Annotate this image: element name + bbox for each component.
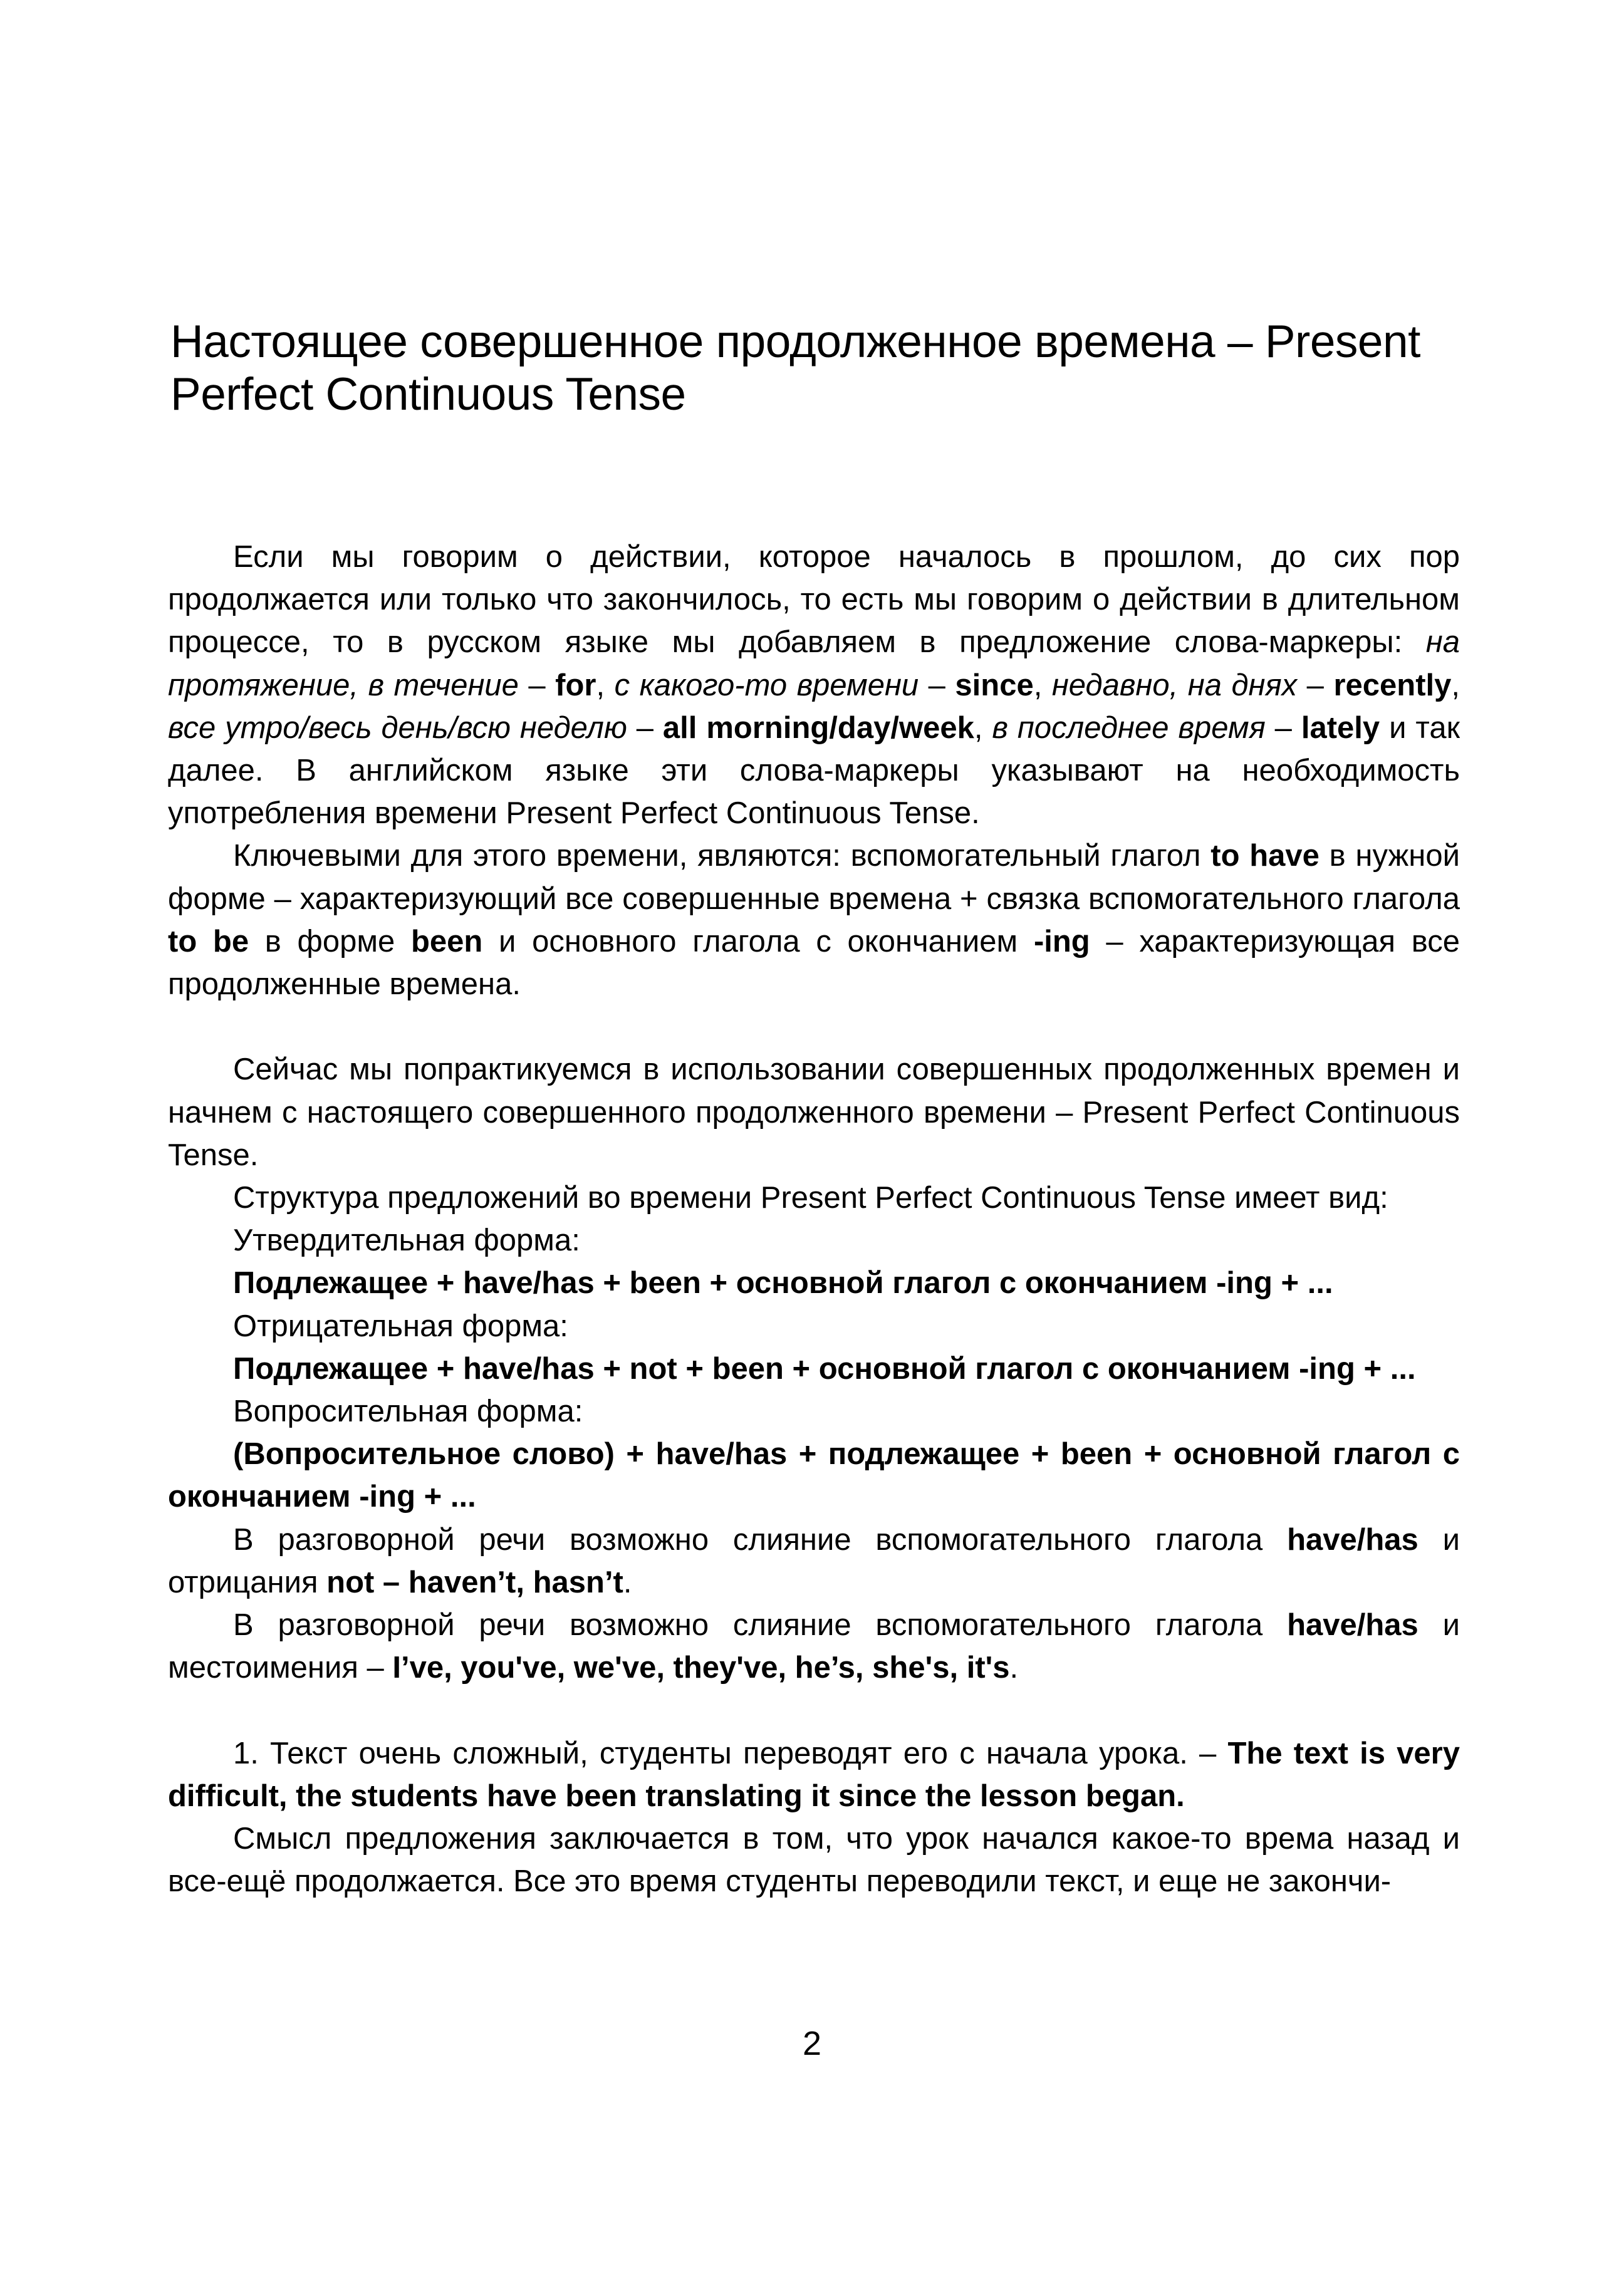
text-run: .	[623, 1565, 632, 1599]
page-title: Настоящее совершенное продолженное времена – Present Perfect Continuous Tense	[170, 316, 1420, 420]
paragraph-affirmative-label	[168, 1219, 1460, 1262]
bold-text: all morning/day/week	[662, 710, 974, 745]
text-run: и местоимения –	[168, 1608, 1460, 1685]
bold-text: for	[555, 668, 596, 702]
bold-text: recently	[1333, 668, 1452, 702]
italic-text: все утро/весь день/всю неделю	[168, 710, 627, 745]
paragraph-negative-label	[168, 1305, 1460, 1348]
text-run: и отрицания	[168, 1522, 1460, 1599]
text-run: и так далее. В английском языке эти слова-маркеры указывают на необходимость употребления времени Present Perfect Continuous Tense.	[168, 710, 1460, 831]
paragraph-contraction-pronoun	[168, 1604, 1460, 1689]
paragraph-example-1	[168, 1732, 1460, 1817]
text-run: Ключевыми для этого времени, являются: вспомогательный глагол	[233, 839, 1211, 873]
text-run: Сейчас мы попрактикуемся в использовании совершенных продолженных времен и начнем с настоящего совершенного продолженного времени – Present Perfect Continuous Tense.	[168, 1052, 1460, 1172]
bold-text: (Вопросительное слово) + have/has + подлежащее + been + основной глагол с окончанием -ing + ...	[168, 1437, 1460, 1514]
bold-text: since	[955, 668, 1034, 702]
text-run: Смысл предложения заключается в том, что урок начался какое-то врема назад и все-ещё продолжается. Все это время студенты переводили текст, и еще не закончи-	[168, 1822, 1460, 1899]
paragraph-key-elements	[168, 834, 1460, 1005]
bold-text: have/has	[1287, 1608, 1418, 1643]
text-run: ,	[596, 668, 615, 702]
text-run: в форме	[249, 924, 411, 958]
text-run: ,	[1451, 668, 1460, 702]
italic-text: на протяжение, в течение	[168, 625, 1460, 702]
bold-text: -ing	[1033, 924, 1090, 958]
paragraph-affirmative-formula	[168, 1262, 1460, 1304]
bold-text: I’ve, you've, we've, they've, he’s, she's, it's	[392, 1651, 1010, 1685]
bold-text: have/has	[1287, 1522, 1418, 1557]
text-run: В разговорной речи возможно слияние вспомогательного глагола	[233, 1522, 1288, 1557]
text-run: В разговорной речи возможно слияние вспомогательного глагола	[233, 1608, 1288, 1643]
text-run: –	[518, 668, 556, 702]
italic-text: в последнее время	[992, 710, 1266, 745]
text-run: –	[919, 668, 955, 702]
text-run: – характеризующая все продолженные времена.	[168, 924, 1460, 1002]
text-run: ,	[974, 710, 992, 745]
paragraph-example-1-explanation	[168, 1817, 1460, 1903]
paragraph-structure-intro	[168, 1177, 1460, 1219]
paragraph-practice-intro	[168, 1048, 1460, 1177]
text-run: –	[627, 710, 663, 745]
document-body	[168, 536, 1460, 1903]
text-run: Отрицательная форма:	[233, 1309, 568, 1343]
paragraph-intro	[168, 536, 1460, 834]
italic-text: с какого-то времени	[614, 668, 919, 702]
bold-text: The text is very difficult, the students have been translating it since the lesson began.	[168, 1736, 1460, 1813]
text-run: .	[1009, 1651, 1019, 1685]
bold-text: not – haven’t, hasn’t	[326, 1565, 623, 1599]
bold-text: been	[410, 924, 483, 958]
paragraph-interrogative-label	[168, 1390, 1460, 1433]
text-run: –	[1297, 668, 1334, 702]
text-run: и основного глагола с окончанием	[482, 924, 1034, 958]
paragraph-negative-formula	[168, 1348, 1460, 1390]
text-run: –	[1265, 710, 1301, 745]
page-number: 2	[802, 2025, 822, 2062]
text-run: Утвердительная форма:	[233, 1223, 580, 1258]
text-run: ,	[1033, 668, 1052, 702]
text-run: Вопросительная форма:	[233, 1395, 583, 1429]
italic-text: недавно, на днях	[1051, 668, 1298, 702]
bold-text: to be	[168, 924, 249, 958]
text-run: Структура предложений во времени Present Perfect Continuous Tense имеет вид:	[233, 1181, 1388, 1215]
text-run: Если мы говорим о действии, которое началось в прошлом, до сих пор продолжается или только что закончилось, то есть мы говорим о действии в длительном процессе, то в русском языке мы добавляем в предложение слова-маркеры:	[168, 540, 1460, 660]
bold-text: Подлежащее + have/has + been + основной глагол с окончанием -ing + ...	[233, 1266, 1333, 1301]
bold-text: lately	[1301, 710, 1380, 745]
paragraph-contraction-negative	[168, 1519, 1460, 1604]
text-run: 1. Текст очень сложный, студенты переводят его с начала урока. –	[233, 1736, 1228, 1770]
bold-text: to have	[1210, 839, 1320, 873]
bold-text: Подлежащее + have/has + not + been + основной глагол с окончанием -ing + ...	[233, 1351, 1416, 1386]
text-run: в нужной форме – характеризующий все совершенные времена + связка вспомогательного глагола	[168, 839, 1460, 916]
paragraph-interrogative-formula	[168, 1433, 1460, 1518]
